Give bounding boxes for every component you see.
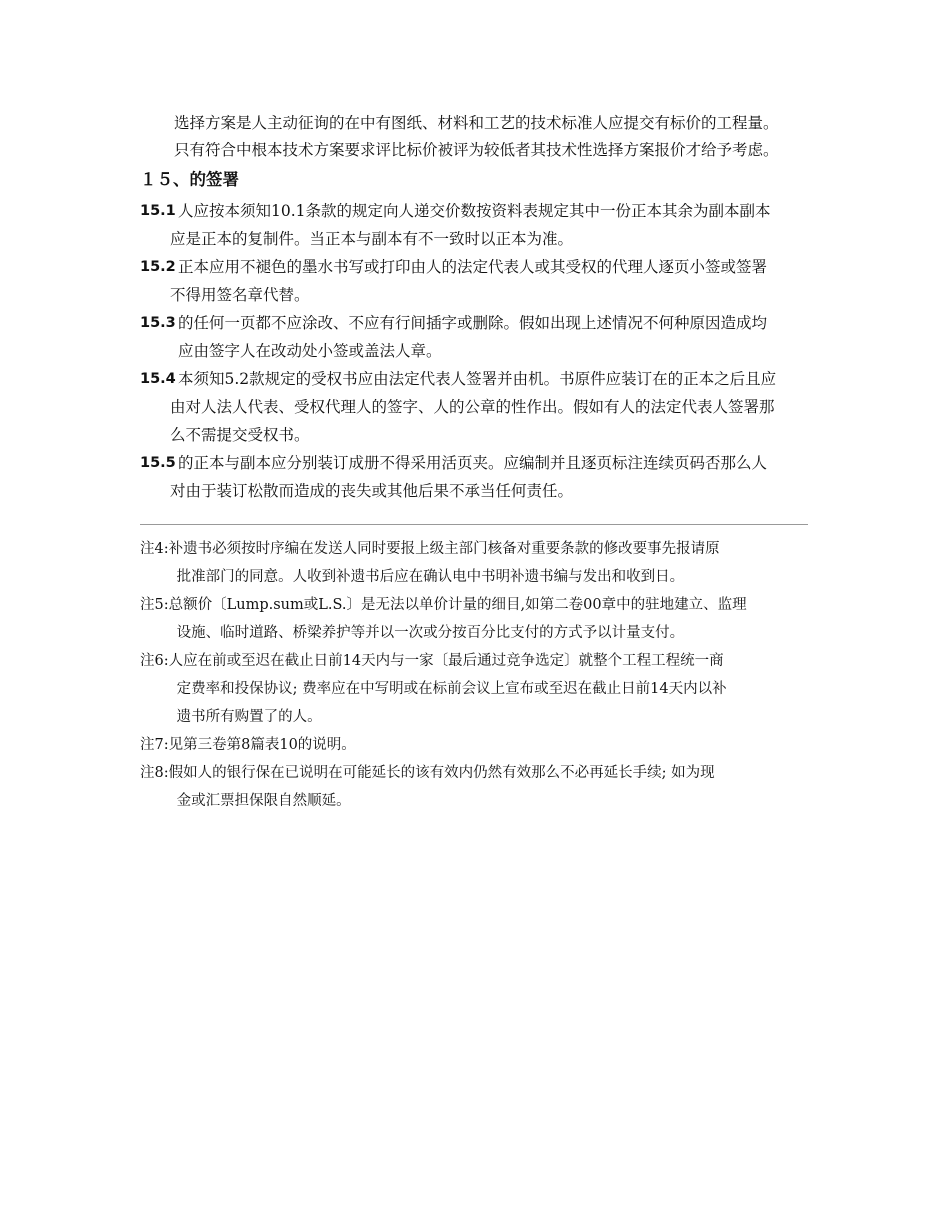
- note-label: 注7:: [140, 737, 169, 753]
- clause-line: 正本应用不褪色的墨水书写或打印由人的法定代表人或其受权的代理人逐页小签或签署: [178, 258, 768, 276]
- clause-number: 15.4: [140, 371, 176, 387]
- clause-15-2: [140, 253, 820, 309]
- note-text: [169, 535, 720, 591]
- note-8: [140, 759, 820, 815]
- note-line: 总额价〔Lump.sum或L.S.〕是无法以单价计量的细目,如第二卷00章中的驻地建立、监理: [168, 597, 747, 613]
- clause-list: [140, 197, 820, 505]
- clause-number: 15.3: [140, 315, 176, 331]
- footnote-list: [140, 535, 820, 815]
- section-heading: １５、的签署: [140, 170, 239, 189]
- clause-line: 应由签字人在改动处小签或盖法人章。: [178, 342, 442, 360]
- note-5: [140, 591, 820, 647]
- clause-text: [170, 449, 820, 505]
- intro-line: 选择方案是人主动征询的在中有图纸、材料和工艺的技术标准人应提交有标价的工程量。: [174, 114, 779, 132]
- note-label: 注4:: [140, 541, 169, 557]
- note-7: [140, 731, 820, 759]
- clause-15-4: [140, 365, 820, 449]
- clause-line: 人应按本须知10.1条款的规定向人递交价数按资料表规定其中一份正本其余为副本副本: [178, 202, 771, 220]
- note-line: 补遗书必须按时序编在发送人同时要报上级主部门核备对重要条款的修改要事先报请原: [168, 541, 720, 557]
- clause-line: 由对人法人代表、受权代理人的签字、人的公章的性作出。假如有人的法定代表人签署那: [170, 398, 775, 416]
- clause-15-5: [140, 449, 820, 505]
- note-text: [169, 647, 727, 731]
- clause-text: [178, 309, 820, 365]
- clause-line: 应是正本的复制件。当正本与副本有不一致时以正本为准。: [170, 230, 574, 248]
- clause-text: [170, 365, 820, 449]
- note-line: 假如人的银行保在已说明在可能延长的该有效内仍然有效那么不必再延长手续; 如为现: [168, 765, 715, 781]
- note-4: [140, 535, 820, 591]
- note-text: [169, 591, 747, 647]
- clause-number: 15.1: [140, 203, 176, 219]
- note-line: 批准部门的同意。人收到补遗书后应在确认电中书明补遗书编与发出和收到日。: [176, 569, 685, 585]
- clause-line: 的正本与副本应分别装订成册不得采用活页夹。应编制并且逐页标注连续页码否那么人: [178, 454, 768, 472]
- footnote-divider: [140, 524, 808, 525]
- clause-line: 的任何一页都不应涂改、不应有行间插字或删除。假如出现上述情况不何种原因造成均: [178, 314, 768, 332]
- clause-line: 本须知5.2款规定的受权书应由法定代表人签署并由机。书原件应装订在的正本之后且应: [178, 370, 777, 388]
- clause-15-3: [140, 309, 820, 365]
- note-line: 金或汇票担保限自然顺延。: [176, 793, 351, 809]
- intro-paragraph: [174, 110, 814, 164]
- note-label: 注8:: [140, 765, 169, 781]
- clause-text: [170, 253, 820, 309]
- clause-line: 对由于装订松散而造成的丧失或其他后果不承当任何责任。: [170, 482, 574, 500]
- note-line: 定费率和投保协议; 费率应在中写明或在标前会议上宣布或至迟在截止日前14天内以补: [176, 681, 727, 697]
- note-line: 见第三卷第8篇表10的说明。: [168, 737, 356, 753]
- note-line: 人应在前或至迟在截止日前14天内与一家〔最后通过竞争选定〕就整个工程工程统一商: [168, 653, 724, 669]
- clause-text: [170, 197, 820, 253]
- intro-line: 只有符合中根本技术方案要求评比标价被评为较低者其技术性选择方案报价才给予考虑。: [174, 141, 779, 159]
- note-text: [169, 731, 356, 759]
- clause-line: 不得用签名章代替。: [170, 286, 310, 304]
- note-label: 注5:: [140, 597, 169, 613]
- clause-line: 么不需提交受权书。: [170, 426, 310, 444]
- clause-15-1: [140, 197, 820, 253]
- note-line: 遗书所有购置了的人。: [176, 709, 322, 725]
- note-label: 注6:: [140, 653, 169, 669]
- note-line: 设施、临时道路、桥梁养护等并以一次或分按百分比支付的方式予以计量支付。: [176, 625, 685, 641]
- clause-number: 15.2: [140, 259, 176, 275]
- note-text: [169, 759, 715, 815]
- clause-number: 15.5: [140, 455, 176, 471]
- note-6: [140, 647, 820, 731]
